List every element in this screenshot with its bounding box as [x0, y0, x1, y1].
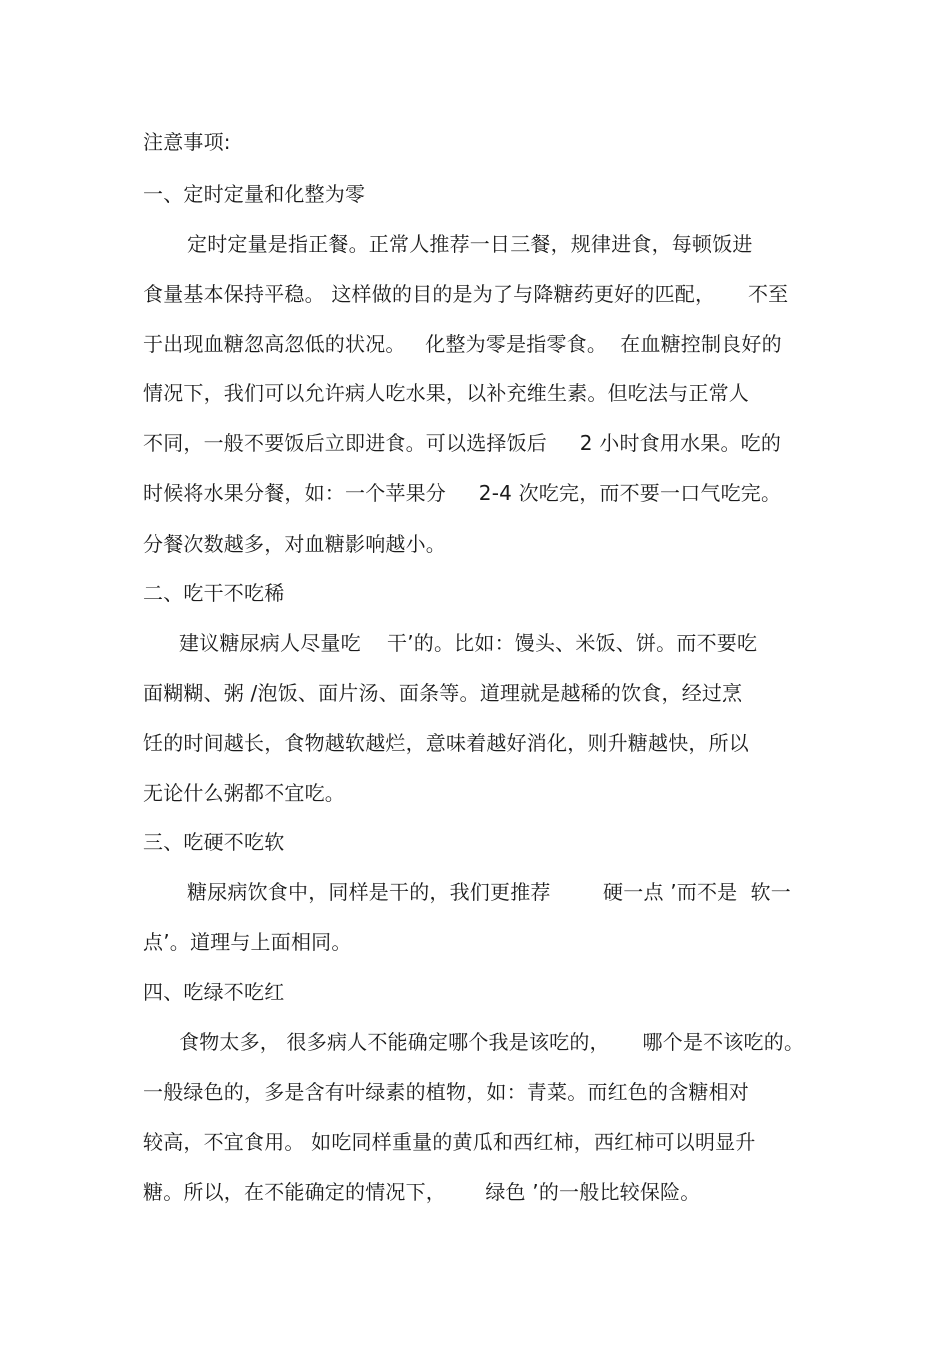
notes-heading: 注意事项: [143, 130, 231, 154]
paragraph-line: 一般绿色的，多是含有叶绿素的植物，如：青菜。而红色的含糖相对 [143, 1080, 749, 1104]
section-heading-2: 二、吃干不吃稀 [143, 581, 285, 605]
paragraph-line: 糖。所以，在不能确定的情况下， 绿色 ’的一般比较保险。 [143, 1180, 701, 1204]
paragraph-line: 于出现血糖忽高忽低的状况。 化整为零是指零食。 在血糖控制良好的 [143, 332, 782, 356]
paragraph-line: 定时定量是指正餐。正常人推荐一日三餐，规律进食，每顿饭进 [187, 232, 753, 256]
paragraph-line: 分餐次数越多，对血糖影响越小。 [143, 532, 446, 556]
paragraph-line: 无论什么粥都不宜吃。 [143, 781, 345, 805]
paragraph-line: 饪的时间越长，食物越软越烂，意味着越好消化，则升糖越快，所以 [143, 731, 749, 755]
section-heading-3: 三、吃硬不吃软 [143, 830, 285, 854]
paragraph-line: 食量基本保持平稳。 这样做的目的是为了与降糖药更好的匹配， 不至 [143, 282, 789, 306]
paragraph-line: 建议糖尿病人尽量吃 干’的。比如：馒头、米饭、饼。而不要吃 [179, 631, 758, 655]
section-heading-4: 四、吃绿不吃红 [143, 980, 285, 1004]
section-heading-1: 一、定时定量和化整为零 [143, 182, 366, 206]
paragraph-line: 糖尿病饮食中，同样是干的，我们更推荐 硬一点 ’而不是 软一 [187, 880, 791, 904]
paragraph-line: 情况下，我们可以允许病人吃水果，以补充维生素。但吃法与正常人 [143, 381, 749, 405]
paragraph-line: 食物太多， 很多病人不能确定哪个我是该吃的， 哪个是不该吃的。 [179, 1030, 805, 1054]
paragraph-line: 点’。道理与上面相同。 [143, 930, 352, 954]
paragraph-line: 不同，一般不要饭后立即进食。可以选择饭后 2 小时食用水果。吃的 [143, 431, 782, 455]
paragraph-line: 时候将水果分餐，如：一个苹果分 2-4 次吃完，而不要一口气吃完。 [143, 481, 782, 505]
paragraph-line: 面糊糊、粥 /泡饭、面片汤、面条等。道理就是越稀的饮食，经过烹 [143, 681, 743, 705]
paragraph-line: 较高，不宜食用。 如吃同样重量的黄瓜和西红柿，西红柿可以明显升 [143, 1130, 756, 1154]
